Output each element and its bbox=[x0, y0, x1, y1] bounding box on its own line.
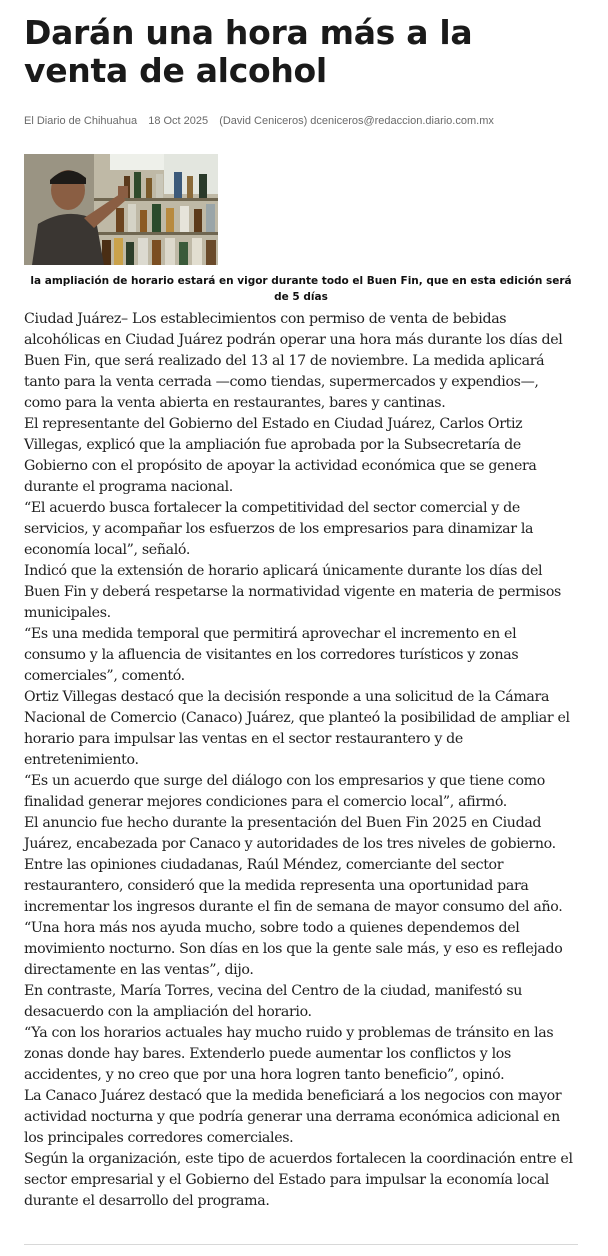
paragraph: “El acuerdo busca fortalecer la competitividad del sector comercial y de servicios, y acompañar los esfuerzos de los empresarios para dinamizar la economía local”, señaló. bbox=[24, 500, 534, 558]
liquor-store-photo bbox=[24, 154, 218, 265]
paragraph: “Es una medida temporal que permitirá aprovechar el incremento en el consumo y la afluencia de visitantes en los corredores turísticos y zonas comerciales”, comentó. bbox=[24, 626, 519, 684]
photo-caption: la ampliación de horario estará en vigor durante todo el Buen Fin, que en esta edición será de 5 días bbox=[30, 275, 572, 303]
article-photo bbox=[24, 154, 218, 265]
byline-date: 18 Oct 2025 bbox=[148, 115, 209, 127]
paragraph: Ciudad Juárez– Los establecimientos con permiso de venta de bebidas alcohólicas en Ciudad Juárez podrán operar una hora más durante los días del Buen Fin, que será realizado del 13 al 17 de noviembre. La medida aplicará tanto para la venta cerrada —como tiendas, supermercados y expendios—, como para la venta abierta en restaurantes, bares y cantinas. bbox=[24, 311, 563, 411]
paragraph: El anuncio fue hecho durante la presentación del Buen Fin 2025 en Ciudad Juárez, encabezada por Canaco y autoridades de los tres niveles de gobierno. bbox=[24, 815, 556, 852]
paragraph: El representante del Gobierno del Estado en Ciudad Juárez, Carlos Ortiz Villegas, explicó que la ampliación fue aprobada por la Subsecretaría de Gobierno con el propósito de apoyar la actividad económica que se genera durante el programa nacional. bbox=[24, 416, 537, 495]
paragraph: Ortiz Villegas destacó que la decisión responde a una solicitud de la Cámara Nacional de Comercio (Canaco) Juárez, que planteó la posibilidad de ampliar el horario para impulsar las ventas en el sector restaurantero y de entretenimiento. bbox=[24, 689, 570, 768]
article-body bbox=[24, 309, 578, 1212]
paragraph: En contraste, María Torres, vecina del Centro de la ciudad, manifestó su desacuerdo con la ampliación del horario. bbox=[24, 983, 523, 1020]
paragraph: Indicó que la extensión de horario aplicará únicamente durante los días del Buen Fin y deberá respetarse la normatividad vigente en materia de permisos municipales. bbox=[24, 563, 561, 621]
paragraph: “Es un acuerdo que surge del diálogo con los empresarios y que tiene como finalidad generar mejores condiciones para el comercio local”, afirmó. bbox=[24, 773, 545, 810]
footer-divider bbox=[24, 1244, 578, 1245]
paragraph: Según la organización, este tipo de acuerdos fortalecen la coordinación entre el sector empresarial y el Gobierno del Estado para impulsar la economía local durante el desarrollo del programa. bbox=[24, 1151, 573, 1209]
byline-author: (David Ceniceros) dceniceros@redaccion.diario.com.mx bbox=[219, 115, 494, 127]
headline: Darán una hora más a la venta de alcohol bbox=[24, 13, 473, 90]
byline bbox=[24, 114, 578, 128]
paragraph: “Una hora más nos ayuda mucho, sobre todo a quienes dependemos del movimiento nocturno. Son días en los que la gente sale más, y eso es reflejado directamente en las ventas”, dijo. bbox=[24, 920, 563, 978]
paragraph: Entre las opiniones ciudadanas, Raúl Méndez, comerciante del sector restaurantero, consideró que la medida representa una oportunidad para incrementar los ingresos durante el fin de semana de mayor consumo del año. bbox=[24, 857, 563, 915]
paragraph: La Canaco Juárez destacó que la medida beneficiará a los negocios con mayor actividad nocturna y que podría generar una derrama económica adicional en los principales corredores comerciales. bbox=[24, 1088, 562, 1146]
article bbox=[24, 0, 578, 1212]
paragraph: “Ya con los horarios actuales hay mucho ruido y problemas de tránsito en las zonas donde hay bares. Extenderlo puede aumentar los conflictos y los accidentes, y no creo que por una hora logren tanto beneficio”, opinó. bbox=[24, 1025, 554, 1083]
byline-source: El Diario de Chihuahua bbox=[24, 115, 138, 127]
